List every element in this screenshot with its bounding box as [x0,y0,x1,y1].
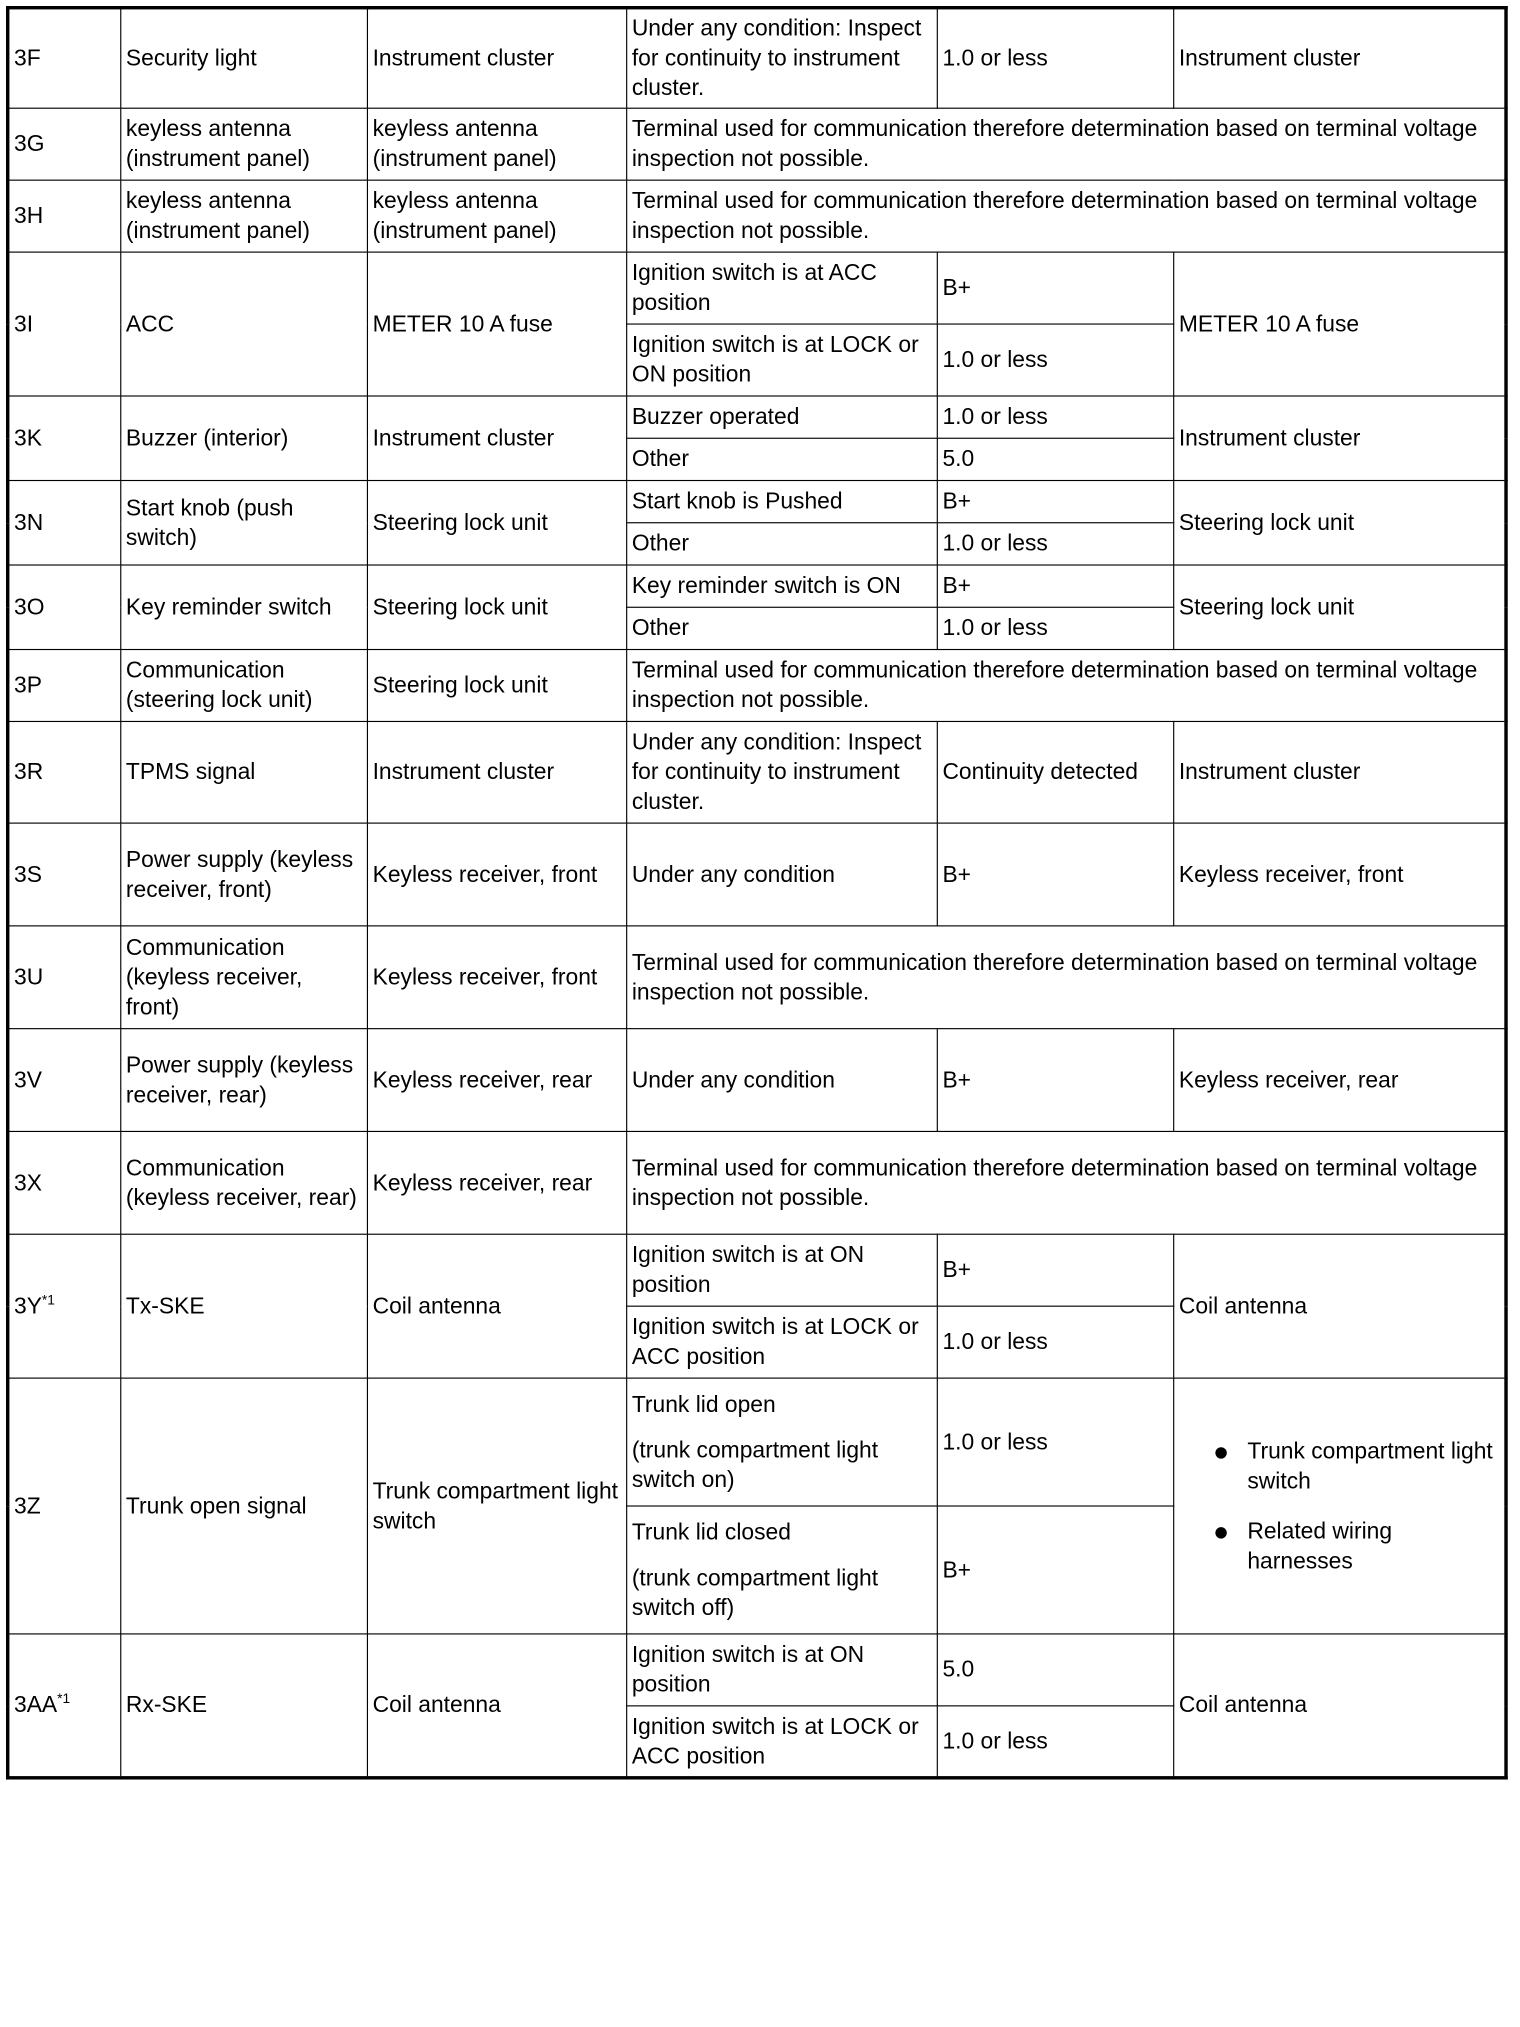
standard-value-cell: 1.0 or less [937,523,1173,565]
terminal-voltage-table [6,6,1508,1780]
standard-value-cell: 1.0 or less [937,607,1173,649]
measurement-condition-cell: Key reminder switch is ON [627,565,938,607]
standard-value-cell: B+ [937,565,1173,607]
table-row [8,565,1506,607]
standard-value-cell: Continuity detected [937,721,1173,823]
measurement-condition-cell: Ignition switch is at LOCK or ACC position [627,1706,938,1778]
table-row [8,8,1506,108]
table-row [8,1378,1506,1506]
terminal-cell: 3I [8,252,121,396]
signal-name-cell: TPMS signal [121,721,368,823]
connected-to-cell: Keyless receiver, rear [367,1131,626,1234]
signal-name-cell: Rx-SKE [121,1634,368,1778]
measurement-condition-cell: Other [627,523,938,565]
measurement-condition-cell: Under any condition [627,823,938,926]
inspection-item-cell: Instrument cluster [1174,396,1506,481]
inspection-item-cell: Instrument cluster [1174,721,1506,823]
terminal-cell: 3H [8,180,121,252]
table-row [8,926,1506,1029]
communication-note-cell: Terminal used for communication therefore determination based on terminal voltage inspection not possible. [627,108,1506,180]
inspection-item-cell: Steering lock unit [1174,565,1506,650]
terminal-cell: 3N [8,481,121,566]
connected-to-cell: keyless antenna (instrument panel) [367,180,626,252]
standard-value-cell: 5.0 [937,1634,1173,1706]
signal-name-cell: keyless antenna (instrument panel) [121,180,368,252]
table-row [8,252,1506,324]
signal-name-cell: Communication (keyless receiver, rear) [121,1131,368,1234]
communication-note-cell: Terminal used for communication therefore determination based on terminal voltage inspection not possible. [627,650,1506,722]
communication-note-cell: Terminal used for communication therefore determination based on terminal voltage inspection not possible. [627,180,1506,252]
signal-name-cell: Tx-SKE [121,1234,368,1378]
list-item: Trunk compartment light switch [1247,1436,1498,1495]
standard-value-cell: B+ [937,1506,1173,1634]
inspection-item-cell: Keyless receiver, rear [1174,1029,1506,1132]
measurement-condition-cell: Other [627,438,938,480]
standard-value-cell: 1.0 or less [937,324,1173,396]
signal-name-cell: Key reminder switch [121,565,368,650]
inspection-item-cell: Coil antenna [1174,1234,1506,1378]
list-item: Related wiring harnesses [1247,1516,1498,1575]
table-row [8,1634,1506,1706]
table-row [8,1029,1506,1132]
measurement-condition-cell: Ignition switch is at ACC position [627,252,938,324]
signal-name-cell: Start knob (push switch) [121,481,368,566]
terminal-cell: 3O [8,565,121,650]
signal-name-cell: Power supply (keyless receiver, rear) [121,1029,368,1132]
condition-detail: (trunk compartment light switch on) [631,1437,879,1493]
table-row [8,1234,1506,1306]
footnote-marker: *1 [57,1690,71,1707]
inspection-item-cell [1174,1378,1506,1634]
measurement-condition-cell: Ignition switch is at LOCK or ACC position [627,1306,938,1378]
terminal-cell: 3AA$^{*1}$ [8,1634,121,1778]
standard-value-cell: B+ [937,823,1173,926]
connected-to-cell: METER 10 A fuse [367,252,626,396]
terminal-cell: 3Z [8,1378,121,1634]
measurement-condition-cell: Other [627,607,938,649]
standard-value-cell: 1.0 or less [937,1378,1173,1506]
connected-to-cell: Keyless receiver, rear [367,1029,626,1132]
standard-value-cell: 5.0 [937,438,1173,480]
signal-name-cell: Buzzer (interior) [121,396,368,481]
signal-name-cell: Power supply (keyless receiver, front) [121,823,368,926]
connected-to-cell: Keyless receiver, front [367,823,626,926]
connected-to-cell: Keyless receiver, front [367,926,626,1029]
signal-name-cell: Communication (steering lock unit) [121,650,368,722]
condition-detail: (trunk compartment light switch off) [631,1565,879,1621]
signal-name-cell: Communication (keyless receiver, front) [121,926,368,1029]
connected-to-cell: Trunk compartment light switch [367,1378,626,1634]
table-row [8,650,1506,722]
standard-value-cell: 1.0 or less [937,8,1173,108]
document-page [6,6,1520,2027]
communication-note-cell: Terminal used for communication therefore determination based on terminal voltage inspection not possible. [627,926,1506,1029]
standard-value-cell: 1.0 or less [937,396,1173,438]
standard-value-cell: B+ [937,1234,1173,1306]
measurement-condition-cell: Ignition switch is at ON position [627,1634,938,1706]
terminal-cell: 3S [8,823,121,926]
signal-name-cell: Security light [121,8,368,108]
terminal-cell: 3X [8,1131,121,1234]
inspection-item-cell: Instrument cluster [1174,8,1506,108]
connected-to-cell: Instrument cluster [367,721,626,823]
inspection-item-cell: Keyless receiver, front [1174,823,1506,926]
signal-name-cell: Trunk open signal [121,1378,368,1634]
measurement-condition-cell: Buzzer operated [627,396,938,438]
signal-name-cell: keyless antenna (instrument panel) [121,108,368,180]
table-row [8,108,1506,180]
measurement-condition-cell: Under any condition [627,1029,938,1132]
measurement-condition-cell: Start knob is Pushed [627,481,938,523]
standard-value-cell: 1.0 or less [937,1706,1173,1778]
connected-to-cell: Coil antenna [367,1234,626,1378]
inspection-item-cell: Coil antenna [1174,1634,1506,1778]
measurement-condition-cell [627,1506,938,1634]
connected-to-cell: Instrument cluster [367,8,626,108]
condition-text: Trunk lid open [631,1391,776,1417]
signal-name-cell: ACC [121,252,368,396]
terminal-cell: 3V [8,1029,121,1132]
standard-value-cell: B+ [937,1029,1173,1132]
terminal-cell: 3G [8,108,121,180]
table-row [8,481,1506,523]
measurement-condition-cell: Under any condition: Inspect for continuity to instrument cluster. [627,8,938,108]
table-row [8,1131,1506,1234]
footnote-marker: *1 [41,1291,55,1308]
terminal-cell: 3P [8,650,121,722]
standard-value-cell: 1.0 or less [937,1306,1173,1378]
inspection-item-cell: Steering lock unit [1174,481,1506,566]
terminal-cell: 3R [8,721,121,823]
condition-text: Trunk lid closed [631,1519,791,1545]
measurement-condition-cell [627,1378,938,1506]
measurement-condition-cell: Under any condition: Inspect for continuity to instrument cluster. [627,721,938,823]
connected-to-cell: Steering lock unit [367,650,626,722]
table-row [8,180,1506,252]
measurement-condition-cell: Ignition switch is at LOCK or ON position [627,324,938,396]
connected-to-cell: Instrument cluster [367,396,626,481]
connected-to-cell: Coil antenna [367,1634,626,1778]
table-row [8,396,1506,438]
terminal-cell: 3F [8,8,121,108]
terminal-cell: $3Y^{*1}$ [8,1234,121,1378]
connected-to-cell: Steering lock unit [367,565,626,650]
table-row [8,823,1506,926]
standard-value-cell: B+ [937,252,1173,324]
connected-to-cell: keyless antenna (instrument panel) [367,108,626,180]
terminal-cell: 3K [8,396,121,481]
communication-note-cell: Terminal used for communication therefore determination based on terminal voltage inspection not possible. [627,1131,1506,1234]
terminal-cell: 3U [8,926,121,1029]
table-row [8,721,1506,823]
connected-to-cell: Steering lock unit [367,481,626,566]
inspection-list [1179,1436,1499,1575]
inspection-item-cell: METER 10 A fuse [1174,252,1506,396]
standard-value-cell: B+ [937,481,1173,523]
measurement-condition-cell: Ignition switch is at ON position [627,1234,938,1306]
